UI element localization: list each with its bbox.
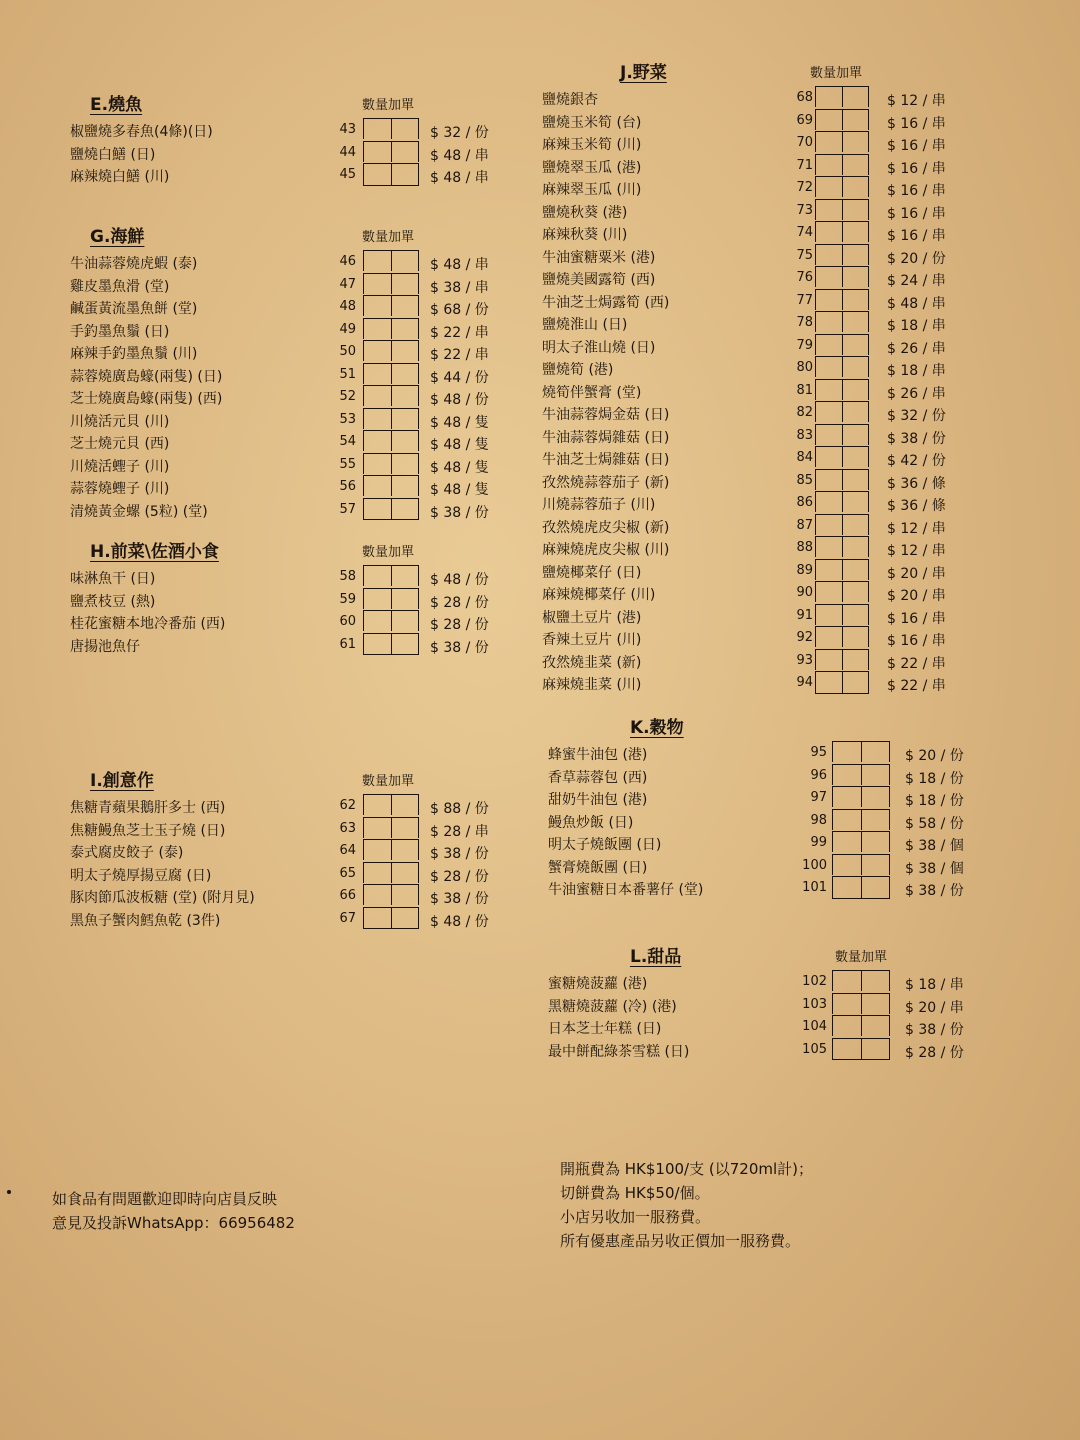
menu-item-name: 芝士燒廣島蠔(兩隻) (西) — [70, 391, 223, 407]
menu-item-number: 76 — [796, 270, 813, 285]
quantity-box[interactable] — [815, 424, 869, 445]
menu-item-name: 蒜蓉燒廣島蠔(兩隻) (日) — [70, 368, 223, 385]
menu-item-number: 59 — [339, 591, 356, 607]
menu-item-name: 味淋魚干 (日) — [70, 571, 156, 587]
menu-item-number: 89 — [796, 562, 813, 578]
menu-item-price: $ 26 / 串 — [887, 340, 946, 357]
menu-item-name: 麻辣秋葵 (川) — [542, 227, 628, 243]
quantity-box[interactable] — [815, 469, 869, 490]
quantity-box[interactable] — [363, 118, 419, 139]
quantity-box[interactable] — [363, 907, 419, 930]
menu-item-name: 泰式腐皮餃子 (泰) — [70, 845, 184, 861]
menu-item-price: $ 36 / 條 — [887, 475, 946, 492]
menu-item-price: $ 38 / 份 — [430, 639, 489, 656]
menu-item-number: 56 — [339, 479, 356, 494]
menu-item-name: 牛油蒜蓉焗雜菇 (日) — [542, 429, 670, 446]
menu-item-number: 87 — [796, 517, 813, 533]
quantity-box[interactable] — [832, 854, 890, 875]
menu-item-number: 80 — [796, 360, 813, 375]
menu-item-price: $ 18 / 串 — [887, 318, 946, 334]
menu-item-name: 麻辣翠玉瓜 (川) — [542, 182, 642, 198]
menu-item-price: $ 58 / 份 — [905, 815, 964, 832]
section-title: L.甜品 — [630, 947, 682, 967]
menu-item-number: 73 — [796, 202, 813, 218]
menu-item-number: 86 — [796, 495, 813, 510]
quantity-column-label: 數量加單 — [362, 545, 415, 560]
menu-item-number: 100 — [802, 857, 827, 873]
quantity-box[interactable] — [363, 884, 419, 905]
quantity-box[interactable] — [815, 491, 869, 512]
menu-item-number: 75 — [796, 247, 813, 263]
menu-item-price: $ 38 / 份 — [887, 430, 946, 447]
menu-item-price: $ 16 / 串 — [887, 138, 946, 154]
quantity-box[interactable] — [363, 794, 419, 815]
menu-item-name: 日本芝士年糕 (日) — [548, 1021, 662, 1037]
menu-item-name: 鰻魚炒飯 (日) — [548, 814, 634, 831]
menu-item-name: 焦糖鰻魚芝士玉子燒 (日) — [70, 822, 226, 839]
menu-item-name: 鹽燒翠玉瓜 (港) — [542, 159, 642, 176]
quantity-box[interactable] — [815, 86, 869, 107]
menu-item-number: 49 — [339, 321, 356, 337]
footer-right-line: 所有優惠產品另收正價加一服務費。 — [560, 1232, 801, 1250]
menu-item-name: 麻辣燒虎皮尖椒 (川) — [542, 542, 670, 558]
quantity-box[interactable] — [363, 862, 419, 883]
menu-item-price: $ 20 / 串 — [887, 565, 946, 582]
menu-item-price: $ 16 / 串 — [887, 115, 946, 132]
quantity-box[interactable] — [815, 109, 869, 130]
menu-item-price: $ 38 / 個 — [905, 860, 964, 877]
menu-item-name: 牛油蜜糖日本番薯仔 (堂) — [548, 882, 704, 898]
quantity-box[interactable] — [832, 970, 890, 991]
menu-item-price: $ 12 / 串 — [887, 93, 946, 109]
menu-item-name: 芝士燒元貝 (西) — [70, 436, 170, 452]
menu-item-name: 椒鹽土豆片 (港) — [542, 609, 642, 626]
menu-item-name: 牛油芝士焗露筍 (西) — [542, 294, 670, 311]
menu-item-name: 香草蒜蓉包 (西) — [548, 769, 648, 786]
menu-item-name: 牛油蜜糖粟米 (港) — [542, 249, 656, 266]
menu-item-price: $ 16 / 串 — [887, 160, 946, 177]
quantity-box[interactable] — [815, 604, 869, 625]
quantity-box[interactable] — [832, 786, 890, 807]
menu-item-number: 64 — [339, 843, 356, 858]
menu-item-number: 98 — [810, 812, 827, 828]
quantity-column-label: 數量加單 — [362, 774, 415, 789]
menu-item-name: 蜜糖燒菠蘿 (港) — [548, 976, 648, 992]
quantity-column-label: 數量加單 — [362, 98, 415, 113]
menu-item-name: 燒筍伴蟹膏 (堂) — [542, 384, 642, 401]
quantity-box[interactable] — [815, 671, 869, 694]
menu-item-number: 44 — [339, 144, 356, 160]
menu-item-number: 82 — [796, 405, 813, 420]
menu-item-price: $ 20 / 串 — [905, 999, 964, 1016]
menu-item-number: 88 — [796, 540, 813, 555]
menu-item-price: $ 48 / 份 — [430, 392, 489, 408]
menu-item-number: 78 — [796, 315, 813, 330]
footer-right-line: 切餅費為 HK$50/個。 — [560, 1184, 710, 1202]
menu-item-number: 104 — [802, 1019, 827, 1034]
quantity-box[interactable] — [815, 446, 869, 467]
menu-item-price: $ 32 / 份 — [887, 408, 946, 424]
menu-item-price: $ 38 / 份 — [430, 504, 489, 521]
menu-item-name: 孜然燒蒜蓉茄子 (新) — [542, 474, 670, 491]
ink-dot — [7, 1190, 11, 1194]
menu-item-number: 101 — [802, 880, 827, 895]
menu-item-number: 43 — [339, 122, 356, 137]
menu-item-number: 57 — [339, 501, 356, 517]
menu-item-price: $ 38 / 份 — [430, 891, 489, 907]
menu-item-price: $ 16 / 串 — [887, 633, 946, 649]
menu-item-price: $ 26 / 串 — [887, 385, 946, 402]
menu-item-name: 川燒活蟶子 (川) — [70, 458, 170, 475]
menu-item-number: 81 — [796, 382, 813, 398]
menu-item-name: 川燒蒜蓉茄子 (川) — [542, 497, 656, 513]
section-title: E.燒魚 — [90, 95, 143, 115]
menu-item-name: 鹽燒椰菜仔 (日) — [542, 564, 642, 581]
menu-item-name: 黑魚子蟹肉鱈魚乾 (3件) — [70, 912, 221, 929]
menu-item-name: 麻辣玉米筍 (川) — [542, 137, 642, 153]
menu-item-price: $ 28 / 份 — [430, 868, 489, 885]
quantity-box[interactable] — [363, 498, 419, 521]
menu-item-price: $ 22 / 串 — [430, 324, 489, 341]
menu-item-name: 鹽燒淮山 (日) — [542, 317, 628, 333]
menu-item-price: $ 18 / 份 — [905, 770, 964, 787]
quantity-box[interactable] — [815, 221, 869, 242]
menu-item-name: 孜然燒虎皮尖椒 (新) — [542, 519, 670, 536]
menu-item-number: 55 — [339, 456, 356, 472]
quantity-box[interactable] — [363, 363, 419, 384]
menu-item-price: $ 16 / 串 — [887, 228, 946, 244]
footer-left-line: 如食品有問題歡迎即時向店員反映 — [52, 1190, 278, 1208]
quantity-box[interactable] — [363, 453, 419, 474]
menu-item-price: $ 48 / 串 — [430, 257, 489, 273]
quantity-box[interactable] — [815, 536, 869, 557]
quantity-column-label: 數量加單 — [835, 950, 888, 965]
menu-item-price: $ 48 / 份 — [430, 913, 489, 930]
menu-item-price: $ 20 / 份 — [887, 250, 946, 267]
menu-item-price: $ 48 / 份 — [430, 572, 489, 588]
quantity-box[interactable] — [363, 565, 419, 586]
menu-item-name: 麻辣手釣墨魚鬚 (川) — [70, 346, 198, 362]
menu-item-price: $ 18 / 串 — [887, 363, 946, 379]
section-title: K.穀物 — [630, 718, 684, 738]
menu-item-name: 牛油蒜蓉燒虎蝦 (泰) — [70, 256, 198, 272]
menu-item-name: 甜奶牛油包 (港) — [548, 792, 648, 808]
menu-item-price: $ 16 / 串 — [887, 610, 946, 627]
menu-item-name: 黑糖燒菠蘿 (冷) (港) — [548, 998, 677, 1015]
menu-item-name: 鹽燒玉米筍 (台) — [542, 114, 642, 131]
quantity-box[interactable] — [815, 244, 869, 265]
quantity-column-label: 數量加單 — [362, 230, 415, 245]
quantity-box[interactable] — [815, 131, 869, 152]
menu-item-number: 47 — [339, 276, 356, 292]
quantity-box[interactable] — [815, 514, 869, 535]
quantity-box[interactable] — [815, 401, 869, 422]
menu-item-number: 69 — [796, 112, 813, 128]
quantity-box[interactable] — [815, 649, 869, 670]
menu-item-name: 豚肉節瓜波板糖 (堂) (附月見) — [70, 890, 255, 906]
menu-item-price: $ 16 / 串 — [887, 183, 946, 199]
menu-item-number: 85 — [796, 472, 813, 488]
menu-item-number: 52 — [339, 389, 356, 404]
menu-item-price: $ 38 / 份 — [905, 1022, 964, 1038]
quantity-box[interactable] — [815, 559, 869, 580]
menu-item-name: 唐揚池魚仔 — [70, 638, 140, 655]
menu-item-price: $ 38 / 份 — [905, 883, 964, 899]
footer-left — [52, 1187, 295, 1235]
menu-item-name: 鹹蛋黃流墨魚餅 (堂) — [70, 301, 198, 317]
menu-item-price: $ 18 / 串 — [905, 977, 964, 993]
menu-item-name: 鹽燒筍 (港) — [542, 362, 614, 378]
menu-item-number: 92 — [796, 630, 813, 645]
quantity-box[interactable] — [815, 626, 869, 647]
quantity-box[interactable] — [815, 379, 869, 400]
menu-item-number: 68 — [796, 90, 813, 105]
menu-item-price: $ 12 / 串 — [887, 520, 946, 537]
footer-right — [560, 1157, 813, 1253]
menu-item-name: 牛油芝士焗雜菇 (日) — [542, 452, 670, 468]
menu-item-price: $ 48 / 串 — [430, 170, 489, 186]
menu-item-price: $ 28 / 串 — [430, 823, 489, 840]
quantity-box[interactable] — [815, 199, 869, 220]
menu-item-number: 67 — [339, 910, 356, 926]
menu-item-number: 62 — [339, 798, 356, 813]
menu-item-number: 61 — [339, 636, 356, 652]
menu-item-name: 椒鹽燒多春魚(4條)(日) — [70, 124, 213, 140]
menu-item-number: 105 — [802, 1041, 827, 1057]
quantity-box[interactable] — [832, 741, 890, 762]
menu-item-price: $ 48 / 隻 — [430, 437, 489, 453]
menu-item-number: 93 — [796, 652, 813, 668]
menu-item-number: 66 — [339, 888, 356, 903]
menu-item-number: 58 — [339, 569, 356, 584]
menu-item-number: 72 — [796, 180, 813, 195]
quantity-box[interactable] — [363, 141, 419, 162]
menu-item-price: $ 20 / 份 — [905, 748, 964, 764]
menu-item-price: $ 38 / 份 — [430, 846, 489, 862]
quantity-box[interactable] — [363, 588, 419, 609]
quantity-column-label: 數量加單 — [810, 66, 863, 81]
quantity-box[interactable] — [363, 817, 419, 838]
menu-item-name: 麻辣燒韭菜 (川) — [542, 677, 642, 693]
menu-item-price: $ 88 / 份 — [430, 801, 489, 817]
quantity-box[interactable] — [363, 385, 419, 406]
menu-item-price: $ 38 / 個 — [905, 838, 964, 854]
menu-item-price: $ 22 / 串 — [430, 347, 489, 363]
menu-item-number: 79 — [796, 337, 813, 353]
menu-item-name: 鹽燒秋葵 (港) — [542, 204, 628, 221]
menu-item-name: 川燒活元貝 (川) — [70, 413, 170, 430]
menu-item-number: 60 — [339, 614, 356, 629]
menu-item-number: 102 — [802, 974, 827, 989]
quantity-box[interactable] — [815, 311, 869, 332]
quantity-box[interactable] — [363, 273, 419, 294]
menu-item-price: $ 20 / 串 — [887, 588, 946, 604]
quantity-box[interactable] — [832, 876, 890, 899]
footer-right-line: 開瓶費為 HK$100/支 (以720ml計)； — [560, 1160, 813, 1178]
quantity-box[interactable] — [815, 176, 869, 197]
menu-item-name: 蜂蜜牛油包 (港) — [548, 747, 648, 763]
menu-item-name: 孜然燒韭菜 (新) — [542, 654, 642, 671]
menu-item-name: 蒜蓉燒蟶子 (川) — [70, 481, 170, 497]
menu-item-name: 香辣土豆片 (川) — [542, 632, 642, 648]
menu-item-number: 71 — [796, 157, 813, 173]
quantity-box[interactable] — [832, 993, 890, 1014]
menu-item-number: 45 — [339, 167, 356, 182]
quantity-box[interactable] — [363, 295, 419, 316]
menu-item-price: $ 18 / 份 — [905, 793, 964, 809]
menu-item-name: 明太子燒飯團 (日) — [548, 837, 662, 853]
menu-item-number: 74 — [796, 225, 813, 240]
menu-item-name: 桂花蜜糖本地冷番茄 (西) — [70, 616, 226, 632]
menu-item-price: $ 22 / 串 — [887, 655, 946, 672]
menu-item-price: $ 48 / 隻 — [430, 482, 489, 498]
quantity-box[interactable] — [832, 1038, 890, 1061]
menu-item-number: 77 — [796, 292, 813, 308]
menu-item-price: $ 28 / 份 — [430, 594, 489, 611]
quantity-box[interactable] — [363, 430, 419, 451]
quantity-box[interactable] — [832, 831, 890, 852]
menu-item-number: 97 — [810, 790, 827, 805]
menu-item-name: 清燒黃金螺 (5粒) (堂) — [70, 503, 208, 520]
menu-item-price: $ 16 / 串 — [887, 205, 946, 222]
quantity-box[interactable] — [832, 1015, 890, 1036]
menu-item-number: 90 — [796, 585, 813, 600]
section-title: G.海鮮 — [90, 227, 145, 247]
menu-item-name: 明太子燒厚揚豆腐 (日) — [70, 867, 212, 884]
quantity-box[interactable] — [363, 340, 419, 361]
section-title: J.野菜 — [620, 63, 667, 83]
menu-item-number: 63 — [339, 820, 356, 836]
quantity-box[interactable] — [815, 334, 869, 355]
menu-item-price: $ 68 / 份 — [430, 302, 489, 318]
menu-item-name: 明太子淮山燒 (日) — [542, 339, 656, 356]
footer-left-line: 意見及投訴WhatsApp：66956482 — [52, 1214, 295, 1232]
menu-item-price: $ 24 / 串 — [887, 273, 946, 289]
menu-item-price: $ 12 / 串 — [887, 543, 946, 559]
menu-item-number: 70 — [796, 135, 813, 150]
menu-item-number: 50 — [339, 344, 356, 359]
quantity-box[interactable] — [363, 250, 419, 271]
menu-item-number: 84 — [796, 450, 813, 465]
menu-item-number: 46 — [339, 254, 356, 269]
menu-item-price: $ 38 / 串 — [430, 279, 489, 296]
section-title: I.創意作 — [90, 771, 154, 791]
menu-item-name: 鹽燒美國露筍 (西) — [542, 272, 656, 288]
menu-item-name: 蟹膏燒飯團 (日) — [548, 859, 648, 876]
quantity-box[interactable] — [815, 581, 869, 602]
menu-item-price: $ 28 / 份 — [430, 617, 489, 633]
menu-item-number: 94 — [796, 675, 813, 690]
quantity-box[interactable] — [363, 163, 419, 186]
quantity-box[interactable] — [363, 633, 419, 656]
quantity-box[interactable] — [815, 154, 869, 175]
quantity-box[interactable] — [363, 839, 419, 860]
menu-item-price: $ 48 / 串 — [887, 295, 946, 312]
menu-item-name: 鹽煮枝豆 (熱) — [70, 593, 156, 610]
menu-item-name: 焦糖青蘋果鵝肝多士 (西) — [70, 800, 226, 816]
menu-item-name: 麻辣燒椰菜仔 (川) — [542, 587, 656, 603]
menu-item-name: 牛油蒜蓉焗金菇 (日) — [542, 407, 670, 423]
menu-item-number: 65 — [339, 865, 356, 881]
menu-item-price: $ 42 / 份 — [887, 453, 946, 469]
quantity-box[interactable] — [815, 266, 869, 287]
menu-item-number: 95 — [810, 745, 827, 760]
menu-item-number: 53 — [339, 411, 356, 427]
quantity-box[interactable] — [363, 610, 419, 631]
menu-item-price: $ 36 / 條 — [887, 498, 946, 514]
menu-item-name: 雞皮墨魚滑 (堂) — [70, 278, 170, 295]
menu-item-number: 51 — [339, 366, 356, 382]
quantity-box[interactable] — [832, 809, 890, 830]
menu-item-price: $ 22 / 串 — [887, 678, 946, 694]
quantity-box[interactable] — [363, 475, 419, 496]
menu-item-name: 鹽燒銀杏 — [542, 92, 598, 108]
menu-item-number: 91 — [796, 607, 813, 623]
menu-item-number: 96 — [810, 767, 827, 783]
quantity-box[interactable] — [815, 356, 869, 377]
menu-item-number: 99 — [810, 835, 827, 850]
quantity-box[interactable] — [363, 408, 419, 429]
menu-item-name: 麻辣燒白鱔 (川) — [70, 169, 170, 185]
menu-item-number: 103 — [802, 996, 827, 1012]
menu-item-price: $ 48 / 串 — [430, 147, 489, 164]
menu-item-price: $ 28 / 份 — [905, 1044, 964, 1061]
menu-item-number: 54 — [339, 434, 356, 449]
quantity-box[interactable] — [363, 318, 419, 339]
quantity-box[interactable] — [815, 289, 869, 310]
menu-item-price: $ 32 / 份 — [430, 125, 489, 141]
menu-item-name: 最中餅配綠茶雪糕 (日) — [548, 1043, 690, 1060]
menu-item-price: $ 48 / 隻 — [430, 414, 489, 431]
footer-right-line: 小店另收加一服務費。 — [560, 1208, 711, 1226]
menu-item-price: $ 48 / 隻 — [430, 459, 489, 476]
quantity-box[interactable] — [832, 764, 890, 785]
menu-item-name: 手釣墨魚鬚 (日) — [70, 323, 170, 340]
section-title: H.前菜\佐酒小食 — [90, 542, 219, 562]
menu-item-name: 鹽燒白鱔 (日) — [70, 146, 156, 163]
menu-item-number: 48 — [339, 299, 356, 314]
menu-item-number: 83 — [796, 427, 813, 443]
menu-item-price: $ 44 / 份 — [430, 369, 489, 386]
